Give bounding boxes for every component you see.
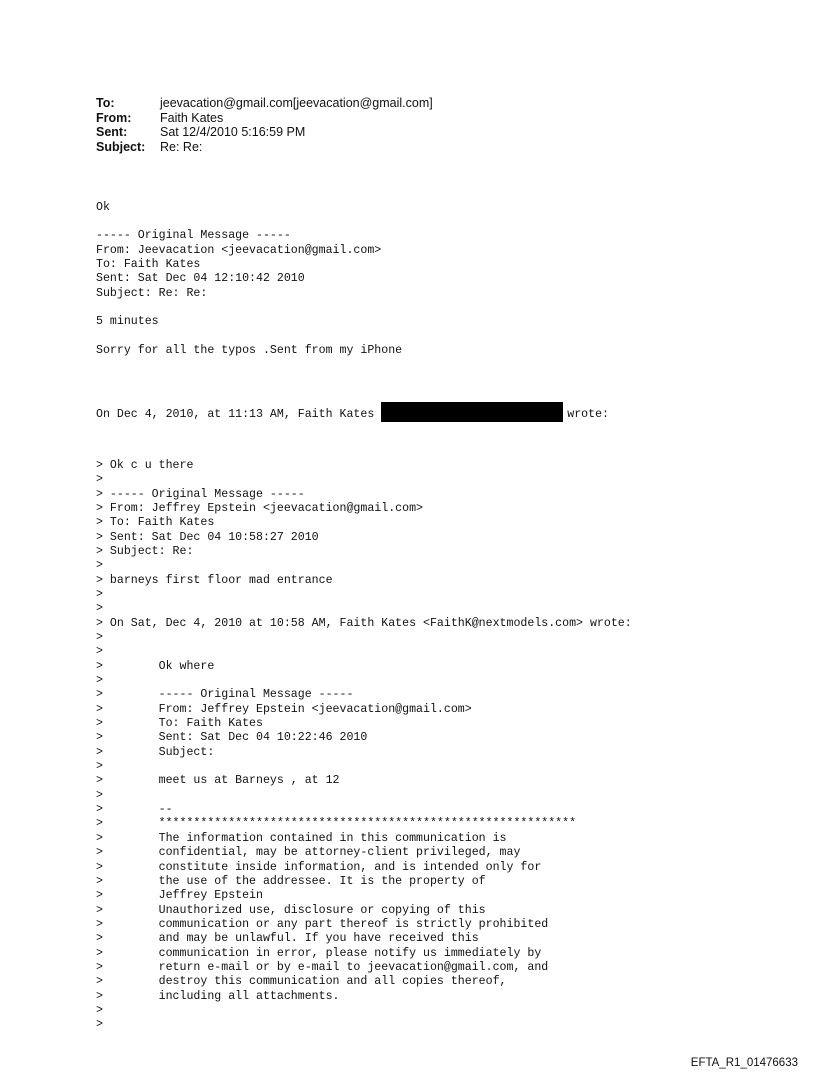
- text-line: [96, 358, 632, 372]
- text-line: Subject: Re: Re:: [96, 286, 208, 300]
- text-line: > including all attachments.: [96, 989, 340, 1003]
- text-line: > Subject:: [96, 745, 215, 759]
- text-line: >: [96, 788, 103, 802]
- text-line: 5 minutes: [96, 315, 159, 329]
- reply-attribution-suffix: wrote:: [567, 407, 610, 421]
- text-line: > ************************************************************: [96, 817, 577, 831]
- text-line: > constitute inside information, and is intended only for: [96, 860, 542, 874]
- text-line: From: Jeevacation <jeevacation@gmail.com>: [96, 243, 382, 257]
- text-line: > --: [96, 803, 173, 817]
- text-line: [96, 215, 632, 229]
- text-line: > communication in error, please notify us immediately by: [96, 946, 542, 960]
- text-line: >: [96, 1018, 103, 1032]
- text-line: > To: Faith Kates: [96, 717, 263, 731]
- text-line: > The information contained in this communication is: [96, 831, 507, 845]
- to-row: [96, 96, 433, 111]
- text-line: > the use of the addressee. It is the property of: [96, 874, 486, 888]
- quoted-lines: [96, 445, 632, 1033]
- sent-value: Sat 12/4/2010 5:16:59 PM: [160, 125, 306, 140]
- to-label: To:: [96, 96, 115, 110]
- text-line: >: [96, 587, 103, 601]
- reply-attribution-line: [96, 402, 632, 421]
- text-line: >: [96, 602, 103, 616]
- text-line: > barneys first floor mad entrance: [96, 573, 333, 587]
- text-line: Ok: [96, 200, 110, 214]
- text-line: > and may be unlawful. If you have received this: [96, 932, 479, 946]
- text-line: > To: Faith Kates: [96, 516, 215, 530]
- text-line: ----- Original Message -----: [96, 229, 291, 243]
- text-line: Sent: Sat Dec 04 12:10:42 2010: [96, 272, 305, 286]
- text-line: > Ok where: [96, 659, 215, 673]
- email-header: [96, 96, 433, 154]
- text-line: > Sent: Sat Dec 04 10:58:27 2010: [96, 530, 319, 544]
- text-line: [96, 301, 632, 315]
- sent-row: [96, 125, 433, 140]
- text-line: Sorry for all the typos .Sent from my iPhone: [96, 344, 403, 358]
- text-line: > Sent: Sat Dec 04 10:22:46 2010: [96, 731, 368, 745]
- text-line: To: Faith Kates: [96, 258, 201, 272]
- text-line: >: [96, 1003, 103, 1017]
- text-line: > confidential, may be attorney-client privileged, may: [96, 846, 521, 860]
- text-line: [96, 330, 632, 344]
- sent-label: Sent:: [96, 125, 128, 140]
- text-line: >: [96, 760, 103, 774]
- text-line: > Ok c u there: [96, 458, 194, 472]
- from-value: Faith Kates: [160, 110, 224, 125]
- body-lines: [96, 201, 632, 373]
- text-line: > meet us at Barneys , at 12: [96, 774, 340, 788]
- text-line: >: [96, 473, 103, 487]
- text-line: > destroy this communication and all copies thereof,: [96, 975, 507, 989]
- text-line: >: [96, 631, 103, 644]
- text-line: > Jeffrey Epstein: [96, 889, 263, 903]
- text-line: >: [96, 645, 103, 659]
- document-id: EFTA_R1_01476633: [690, 1057, 798, 1069]
- subject-row: [96, 140, 433, 155]
- text-line: > On Sat, Dec 4, 2010 at 10:58 AM, Faith Kates <FaithK@nextmodels.com> wrote:: [96, 616, 632, 630]
- from-row: [96, 111, 433, 126]
- from-label: From:: [96, 110, 132, 125]
- subject-value: Re: Re:: [160, 139, 203, 154]
- text-line: > Unauthorized use, disclosure or copying of this: [96, 903, 486, 917]
- text-line: >: [96, 674, 103, 688]
- email-body: [96, 172, 632, 1047]
- text-line: > From: Jeffrey Epstein <jeevacation@gmail.com>: [96, 501, 423, 515]
- text-line: > ----- Original Message -----: [96, 688, 354, 702]
- text-line: > Subject: Re:: [96, 544, 194, 558]
- redaction-block: [381, 402, 563, 422]
- subject-label: Subject:: [96, 139, 146, 154]
- text-line: [96, 445, 632, 459]
- text-line: > ----- Original Message -----: [96, 487, 305, 501]
- text-line: > From: Jeffrey Epstein <jeevacation@gmail.com>: [96, 702, 472, 716]
- text-line: > communication or any part thereof is strictly prohibited: [96, 917, 549, 931]
- text-line: > return e-mail or by e-mail to jeevacation@gmail.com, and: [96, 960, 549, 974]
- to-value: jeevacation@gmail.com[jeevacation@gmail.com]: [160, 96, 433, 110]
- text-line: >: [96, 559, 103, 573]
- reply-attribution-prefix: On Dec 4, 2010, at 11:13 AM, Faith Kates: [96, 407, 382, 421]
